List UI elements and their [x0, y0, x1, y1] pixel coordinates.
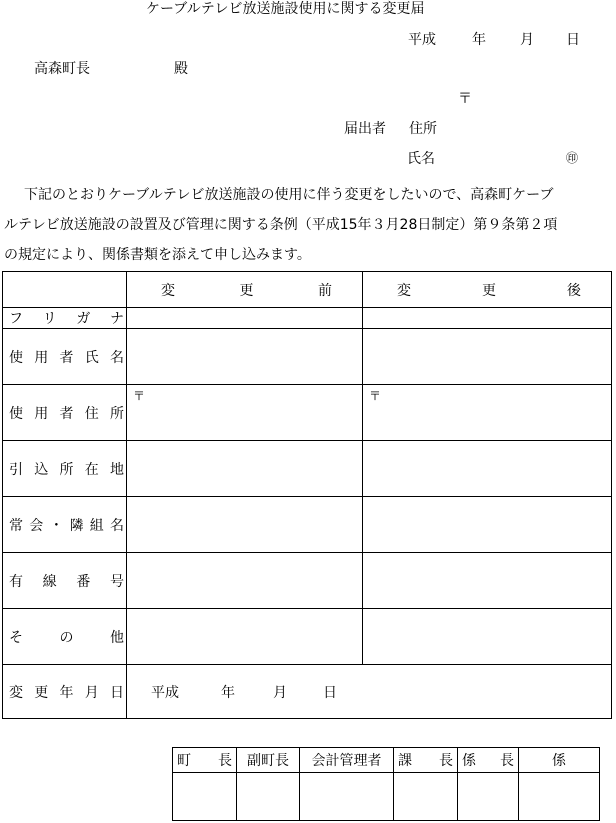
user-address-label: 使 用 者 住 所	[3, 385, 127, 441]
other-label: そ の 他	[3, 609, 127, 665]
postal-mark-after: 〒	[369, 389, 382, 403]
connection-site-label: 引 込 所 在 地	[3, 441, 127, 497]
subsection-chief-header: 係 長	[458, 748, 519, 773]
name-label: 氏名	[407, 151, 435, 167]
line-number-row	[3, 553, 612, 609]
change-date-label: 変 更 年 月 日	[3, 665, 127, 719]
mayor-header: 町 長	[173, 748, 237, 773]
user-name-label: 使 用 者 氏 名	[3, 329, 127, 385]
address-label: 住所	[409, 121, 437, 137]
neighborhood-before-field[interactable]	[127, 497, 363, 553]
header-blank-cell	[3, 272, 127, 308]
approval-header-row	[173, 748, 600, 773]
user-address-row	[3, 385, 612, 441]
other-row	[3, 609, 612, 665]
vice-mayor-stamp-box[interactable]	[237, 773, 300, 821]
accounting-manager-stamp-box[interactable]	[300, 773, 394, 821]
body-line-1: 下記のとおりケーブルテレビ放送施設の使用に伴う変更をしたいので、高森町ケーブ	[24, 187, 554, 203]
accounting-manager-header: 会計管理者	[300, 748, 394, 773]
neighborhood-label: 常 会 ・ 隣 組 名	[3, 497, 127, 553]
change-date-year: 年	[221, 684, 235, 701]
line-number-label: 有 線 番 号	[3, 553, 127, 609]
user-address-after-field[interactable]	[363, 385, 612, 441]
connection-site-before-field[interactable]	[127, 441, 363, 497]
addressee: 高森町長	[34, 61, 90, 77]
user-name-after-field[interactable]	[363, 329, 612, 385]
neighborhood-row	[3, 497, 612, 553]
furigana-after-field[interactable]	[363, 308, 612, 329]
postal-mark-before: 〒	[133, 389, 146, 403]
postal-mark: 〒	[458, 91, 472, 107]
other-after-field[interactable]	[363, 609, 612, 665]
seal-mark: ㊞	[566, 151, 579, 165]
change-date-field[interactable]	[127, 665, 612, 719]
user-address-before-field[interactable]	[127, 385, 363, 441]
change-date-day: 日	[323, 684, 337, 701]
line-number-before-field[interactable]	[127, 553, 363, 609]
honorific: 殿	[174, 61, 188, 77]
change-date-month: 月	[273, 684, 287, 701]
staff-stamp-box[interactable]	[519, 773, 600, 821]
connection-site-row	[3, 441, 612, 497]
section-chief-stamp-box[interactable]	[394, 773, 458, 821]
before-change-header: 変 更 前	[127, 272, 363, 308]
mayor-stamp-box[interactable]	[173, 773, 237, 821]
change-date-row	[3, 665, 612, 719]
date-month: 月	[520, 32, 534, 48]
table-header-row	[3, 272, 612, 308]
date-year: 年	[472, 32, 486, 48]
body-line-2: ルテレビ放送施設の設置及び管理に関する条例（平成15年３月28日制定）第９条第２項	[4, 217, 558, 233]
vice-mayor-header: 副町長	[237, 748, 300, 773]
approval-stamp-table	[172, 747, 600, 821]
other-before-field[interactable]	[127, 609, 363, 665]
change-form-table	[2, 271, 612, 719]
line-number-after-field[interactable]	[363, 553, 612, 609]
date-day: 日	[566, 32, 580, 48]
form-title: ケーブルテレビ放送施設使用に関する変更届	[146, 1, 425, 17]
after-change-header: 変 更 後	[363, 272, 612, 308]
furigana-label: フ リ ガ ナ	[3, 308, 127, 329]
approval-stamp-row	[173, 773, 600, 821]
connection-site-after-field[interactable]	[363, 441, 612, 497]
applicant-label: 届出者	[344, 121, 386, 137]
date-era: 平成	[408, 32, 436, 48]
subsection-chief-stamp-box[interactable]	[458, 773, 519, 821]
body-paragraph	[4, 180, 616, 270]
furigana-row	[3, 308, 612, 329]
furigana-before-field[interactable]	[127, 308, 363, 329]
change-date-era: 平成	[151, 684, 179, 701]
user-name-row	[3, 329, 612, 385]
user-name-before-field[interactable]	[127, 329, 363, 385]
staff-header: 係	[519, 748, 600, 773]
body-line-3: の規定により、関係書類を添えて申し込みます。	[4, 247, 311, 263]
section-chief-header: 課 長	[394, 748, 458, 773]
neighborhood-after-field[interactable]	[363, 497, 612, 553]
